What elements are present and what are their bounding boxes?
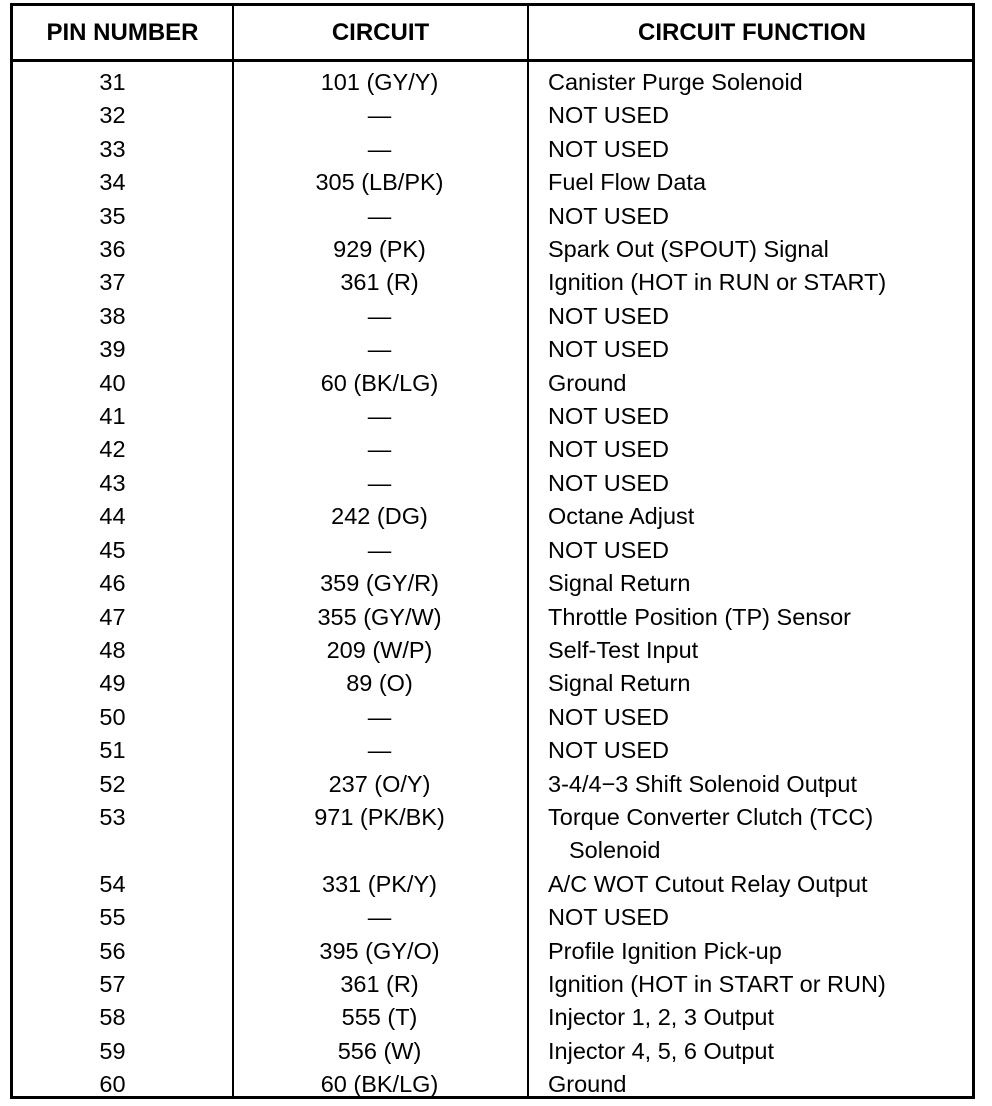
circuit-function-cell <box>527 500 972 533</box>
header-pin-number: PIN NUMBER <box>46 19 199 46</box>
circuit-function-text: NOT USED <box>548 469 669 496</box>
table-row <box>13 66 972 99</box>
circuit-function-text: NOT USED <box>548 536 669 563</box>
circuit-cell: 971 (PK/BK) <box>314 803 445 830</box>
pin-number-cell: 47 <box>99 603 126 630</box>
table-row <box>13 734 972 767</box>
table-row <box>13 701 972 734</box>
circuit-cell: — <box>367 202 392 229</box>
table-row <box>13 601 972 634</box>
pin-number-cell: 46 <box>99 570 126 597</box>
circuit-function-text: A/C WOT Cutout Relay Output <box>548 870 868 897</box>
circuit-function-cell <box>527 66 972 99</box>
circuit-function-cell <box>527 200 972 233</box>
circuit-function-text: Ignition (HOT in RUN or START) <box>548 269 887 296</box>
circuit-function-cell <box>527 367 972 400</box>
circuit-function-cell <box>527 868 972 901</box>
table-row <box>13 901 972 934</box>
circuit-function-cell <box>527 233 972 266</box>
table-row <box>13 467 972 500</box>
pin-number-cell: 35 <box>99 202 126 229</box>
circuit-function-cell <box>527 634 972 667</box>
circuit-function-text: Canister Purge Solenoid <box>548 69 803 95</box>
circuit-function-cell <box>527 667 972 700</box>
circuit-cell: 237 (O/Y) <box>328 770 431 797</box>
circuit-cell: — <box>367 302 392 329</box>
pin-number-cell: 55 <box>99 904 126 931</box>
pin-number-cell: 32 <box>99 102 126 129</box>
circuit-cell: 101 (GY/Y) <box>320 69 439 95</box>
table-row <box>13 1035 972 1068</box>
table-row <box>13 200 972 233</box>
circuit-cell: 361 (R) <box>340 970 419 997</box>
circuit-function-text: Torque Converter Clutch (TCC) <box>548 803 874 830</box>
circuit-cell: — <box>367 135 392 162</box>
table-row <box>13 801 972 868</box>
circuit-cell: 305 (LB/PK) <box>315 169 444 196</box>
table-row <box>13 634 972 667</box>
circuit-function-cell <box>527 567 972 600</box>
circuit-function-text: NOT USED <box>548 904 669 931</box>
table-row <box>13 768 972 801</box>
header-divider <box>13 59 972 62</box>
circuit-function-text: NOT USED <box>548 102 669 129</box>
circuit-cell: 331 (PK/Y) <box>322 870 437 897</box>
circuit-cell: 242 (DG) <box>331 503 428 530</box>
table-row <box>13 500 972 533</box>
table-row <box>13 567 972 600</box>
pin-number-cell: 42 <box>99 436 126 463</box>
circuit-function-text: NOT USED <box>548 436 669 463</box>
pin-number-cell: 57 <box>99 970 126 997</box>
circuit-cell: 395 (GY/O) <box>319 937 440 964</box>
circuit-function-cell <box>527 701 972 734</box>
circuit-function-cell <box>527 968 972 1001</box>
header-circuit-function: CIRCUIT FUNCTION <box>638 19 866 46</box>
pin-number-cell: 54 <box>99 870 126 897</box>
circuit-function-text: Signal Return <box>548 670 691 697</box>
circuit-cell: 359 (GY/R) <box>320 570 439 597</box>
circuit-function-text-line2: Solenoid <box>569 837 661 864</box>
circuit-cell: — <box>367 403 392 430</box>
pin-number-cell: 60 <box>99 1071 126 1098</box>
circuit-cell: 555 (T) <box>341 1004 418 1031</box>
circuit-function-cell <box>527 400 972 433</box>
pin-number-cell: 59 <box>99 1037 126 1064</box>
circuit-function-text: Self-Test Input <box>548 636 699 663</box>
pin-number-cell: 51 <box>99 737 126 764</box>
circuit-function-cell <box>527 1035 972 1068</box>
circuit-function-cell <box>527 133 972 166</box>
circuit-cell: 361 (R) <box>340 269 419 296</box>
circuit-function-cell <box>527 266 972 299</box>
circuit-function-text: Injector 1, 2, 3 Output <box>548 1004 774 1031</box>
table-header <box>13 6 972 59</box>
table-row <box>13 99 972 132</box>
circuit-function-cell <box>527 333 972 366</box>
circuit-function-text: NOT USED <box>548 202 669 229</box>
pin-number-cell: 36 <box>99 236 126 263</box>
circuit-function-cell <box>527 601 972 634</box>
circuit-cell: 556 (W) <box>337 1037 422 1064</box>
circuit-cell: — <box>367 536 392 563</box>
circuit-function-text: NOT USED <box>548 703 669 730</box>
table-row <box>13 367 972 400</box>
pin-number-cell: 50 <box>99 703 126 730</box>
circuit-cell: — <box>367 904 392 931</box>
table-row <box>13 1068 972 1101</box>
circuit-function-cell <box>527 1068 972 1101</box>
circuit-function-text: NOT USED <box>548 737 669 764</box>
pin-number-cell: 33 <box>99 135 126 162</box>
table-body <box>13 66 972 1102</box>
circuit-function-text: NOT USED <box>548 336 669 363</box>
table-row <box>13 400 972 433</box>
pin-number-cell: 45 <box>99 536 126 563</box>
table-row <box>13 266 972 299</box>
circuit-cell: 355 (GY/W) <box>317 603 442 630</box>
pin-number-cell: 49 <box>99 670 126 697</box>
circuit-function-text: Spark Out (SPOUT) Signal <box>548 236 829 263</box>
table-row <box>13 300 972 333</box>
circuit-function-text: 3-4/4−3 Shift Solenoid Output <box>548 770 857 797</box>
table-row <box>13 233 972 266</box>
circuit-cell: — <box>367 436 392 463</box>
circuit-function-cell <box>527 467 972 500</box>
circuit-function-text: Injector 4, 5, 6 Output <box>548 1037 774 1064</box>
circuit-function-cell <box>527 166 972 199</box>
circuit-function-cell <box>527 1001 972 1034</box>
pin-number-cell: 38 <box>99 302 126 329</box>
circuit-function-text: NOT USED <box>548 403 669 430</box>
circuit-function-text: NOT USED <box>548 302 669 329</box>
table-row <box>13 935 972 968</box>
circuit-cell: — <box>367 469 392 496</box>
circuit-function-cell <box>527 901 972 934</box>
circuit-cell: — <box>367 737 392 764</box>
circuit-function-text: Ground <box>548 369 627 396</box>
circuit-function-cell <box>527 935 972 968</box>
pin-number-cell: 31 <box>99 69 126 95</box>
pin-number-cell: 52 <box>99 770 126 797</box>
circuit-cell: 60 (BK/LG) <box>320 369 439 396</box>
circuit-function-cell <box>527 768 972 801</box>
circuit-function-text: NOT USED <box>548 135 669 162</box>
pin-number-cell: 44 <box>99 503 126 530</box>
circuit-function-text: Octane Adjust <box>548 503 695 530</box>
header-circuit: CIRCUIT <box>331 19 430 46</box>
circuit-function-text: Profile Ignition Pick-up <box>548 937 782 964</box>
circuit-cell: 89 (O) <box>346 670 413 697</box>
pin-number-cell: 53 <box>99 803 126 830</box>
table-row <box>13 667 972 700</box>
pin-number-cell: 48 <box>99 636 126 663</box>
pin-table <box>10 3 975 1099</box>
circuit-cell: — <box>367 102 392 129</box>
circuit-function-cell <box>527 734 972 767</box>
circuit-function-text: Signal Return <box>548 570 691 597</box>
table-row <box>13 968 972 1001</box>
table-row <box>13 433 972 466</box>
circuit-function-text: Throttle Position (TP) Sensor <box>548 603 851 630</box>
circuit-function-cell <box>527 300 972 333</box>
pin-number-cell: 56 <box>99 937 126 964</box>
pin-number-cell: 37 <box>99 269 126 296</box>
table-row <box>13 166 972 199</box>
pin-number-cell: 43 <box>99 469 126 496</box>
table-row <box>13 1001 972 1034</box>
circuit-function-cell <box>527 801 972 868</box>
circuit-function-cell <box>527 433 972 466</box>
table-row <box>13 333 972 366</box>
circuit-cell: — <box>367 703 392 730</box>
pin-number-cell: 40 <box>99 369 126 396</box>
table-row <box>13 133 972 166</box>
circuit-cell: 209 (W/P) <box>326 636 433 663</box>
pin-number-cell: 39 <box>99 336 126 363</box>
table-row <box>13 534 972 567</box>
circuit-function-cell <box>527 534 972 567</box>
circuit-function-text: Ignition (HOT in START or RUN) <box>548 970 886 997</box>
pin-number-cell: 34 <box>99 169 126 196</box>
circuit-cell: 929 (PK) <box>333 236 426 263</box>
circuit-cell: — <box>367 336 392 363</box>
pin-number-cell: 58 <box>99 1004 126 1031</box>
pin-number-cell: 41 <box>99 403 126 430</box>
table-row <box>13 868 972 901</box>
circuit-cell: 60 (BK/LG) <box>320 1071 439 1098</box>
circuit-function-text: Ground <box>548 1071 627 1098</box>
circuit-function-text: Fuel Flow Data <box>548 169 707 196</box>
circuit-function-cell <box>527 99 972 132</box>
